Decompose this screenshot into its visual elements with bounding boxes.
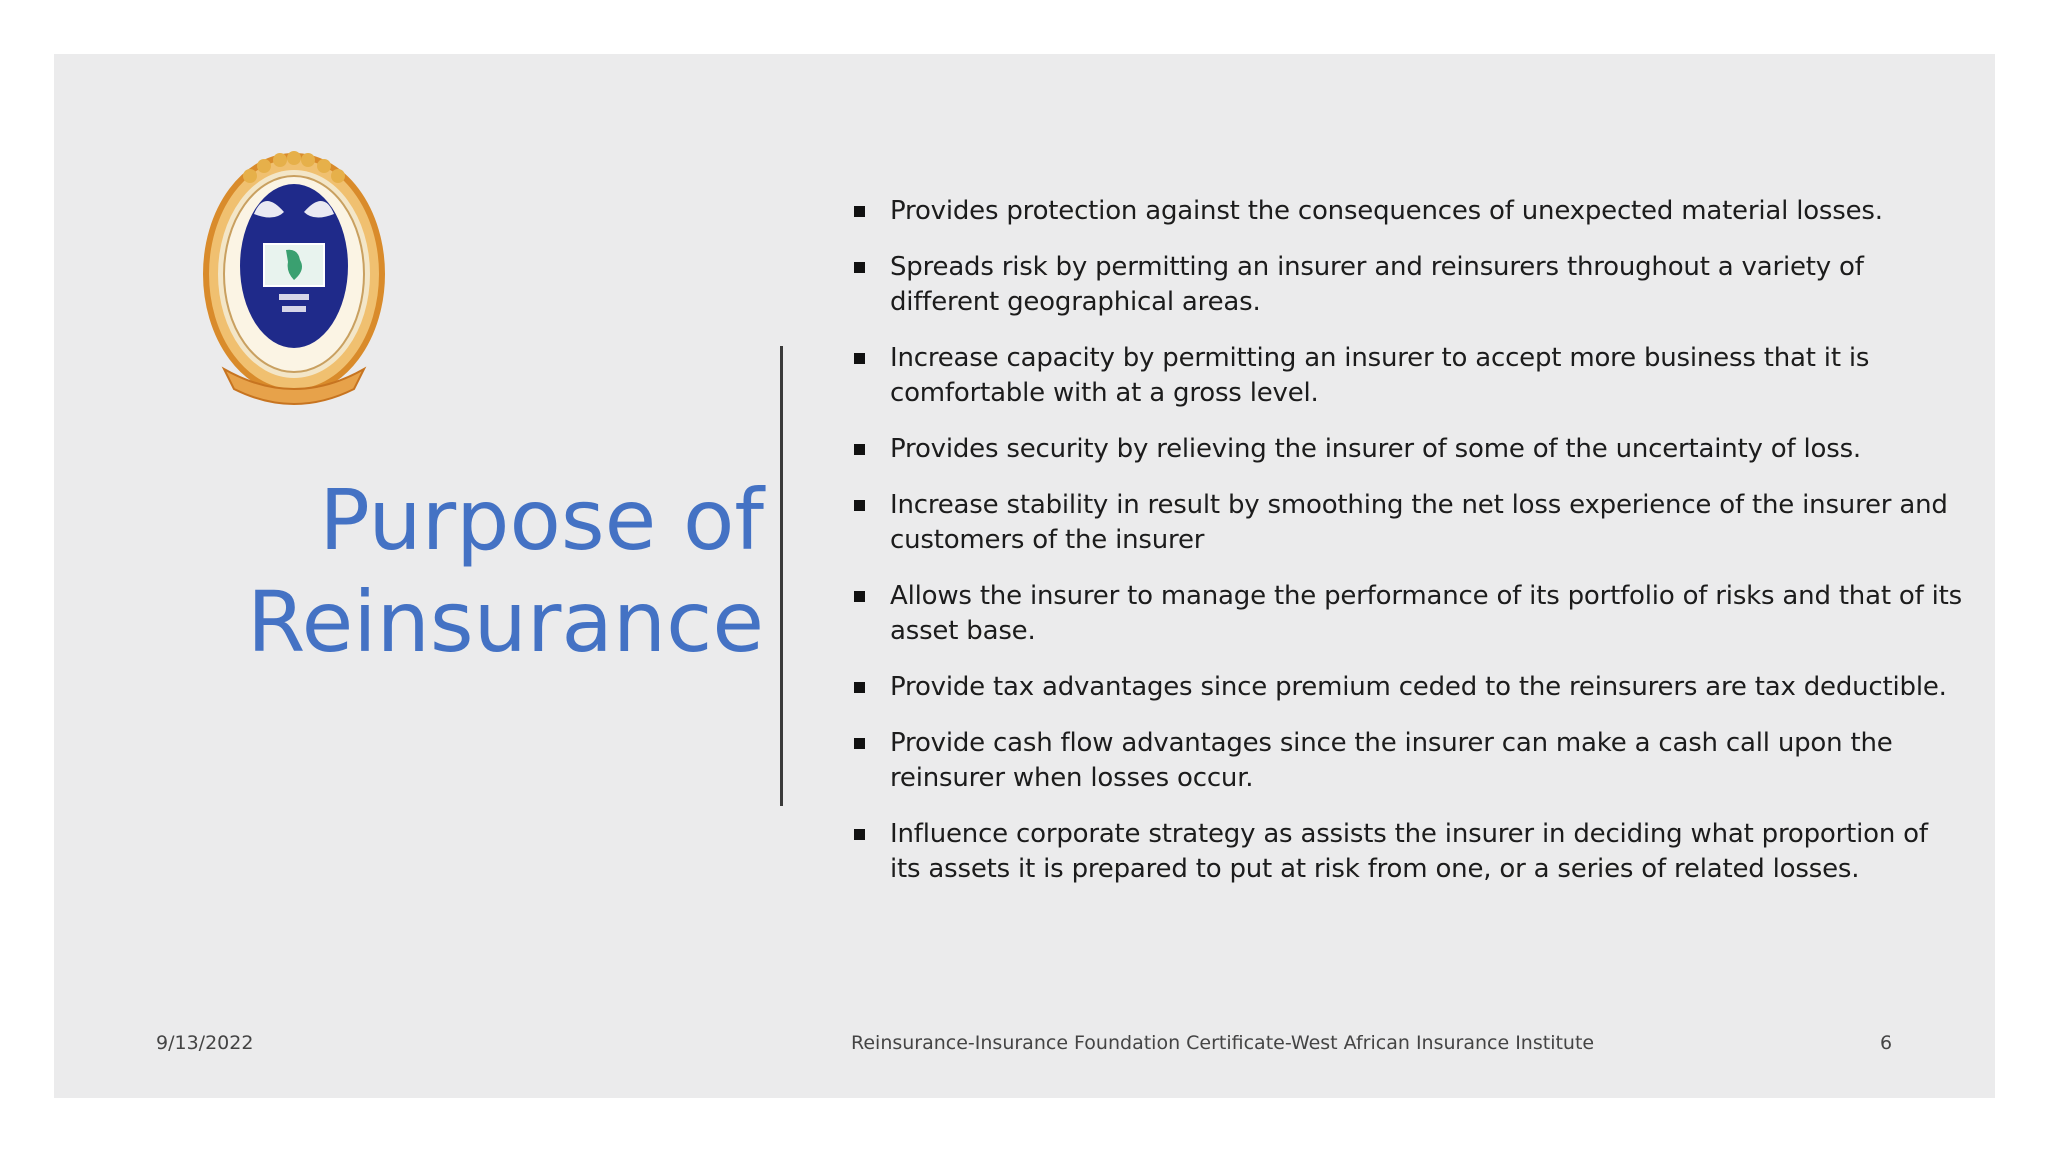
- bullet-item: [854, 670, 1964, 705]
- vertical-divider: [780, 346, 783, 806]
- bullet-text: Provides security by relieving the insurer of some of the uncertainty of loss.: [890, 434, 1861, 464]
- bullet-text: Increase capacity by permitting an insurer to accept more business that it is comfortable with at a gross level.: [890, 343, 1870, 408]
- bullet-list: [854, 194, 1964, 908]
- footer-title: Reinsurance-Insurance Foundation Certificate-West African Insurance Institute: [851, 1032, 1595, 1054]
- bullet-item: [854, 488, 1964, 558]
- bullet-item: [854, 341, 1964, 411]
- bullet-text: Spreads risk by permitting an insurer and reinsurers throughout a variety of different geographical areas.: [890, 252, 1864, 317]
- bullet-item: [854, 726, 1964, 796]
- bullet-square-icon: [854, 591, 865, 602]
- bullet-text: Increase stability in result by smoothing the net loss experience of the insurer and customers of the insurer: [890, 490, 1948, 555]
- slide-title-line-1: Purpose of: [319, 471, 764, 569]
- footer-date: 9/13/2022: [156, 1032, 254, 1054]
- bullet-text: Provide tax advantages since premium ceded to the reinsurers are tax deductible.: [890, 672, 1947, 702]
- slide-title-line-2: Reinsurance: [247, 573, 764, 671]
- bullet-item: [854, 579, 1964, 649]
- bullet-item: [854, 194, 1964, 229]
- bullet-text: Provide cash flow advantages since the insurer can make a cash call upon the reinsurer when losses occur.: [890, 728, 1893, 793]
- bullet-square-icon: [854, 829, 865, 840]
- bullet-item: [854, 250, 1964, 320]
- bullet-square-icon: [854, 206, 865, 217]
- slide-title: [204, 469, 764, 673]
- bullet-square-icon: [854, 500, 865, 511]
- bullet-text: Allows the insurer to manage the performance of its portfolio of risks and that of its asset base.: [890, 581, 1962, 646]
- bullet-square-icon: [854, 353, 865, 364]
- bullet-square-icon: [854, 738, 865, 749]
- slide-number: 6: [1880, 1032, 1893, 1054]
- bullet-square-icon: [854, 682, 865, 693]
- bullet-text: Influence corporate strategy as assists the insurer in deciding what proportion of its assets it is prepared to put at risk from one, or a series of related losses.: [890, 819, 1928, 884]
- crest-logo-icon: [194, 144, 394, 414]
- bullet-square-icon: [854, 444, 865, 455]
- bullet-text: Provides protection against the consequences of unexpected material losses.: [890, 196, 1883, 226]
- slide: [54, 54, 1995, 1098]
- bullet-square-icon: [854, 262, 865, 273]
- bullet-item: [854, 817, 1964, 887]
- bullet-item: [854, 432, 1964, 467]
